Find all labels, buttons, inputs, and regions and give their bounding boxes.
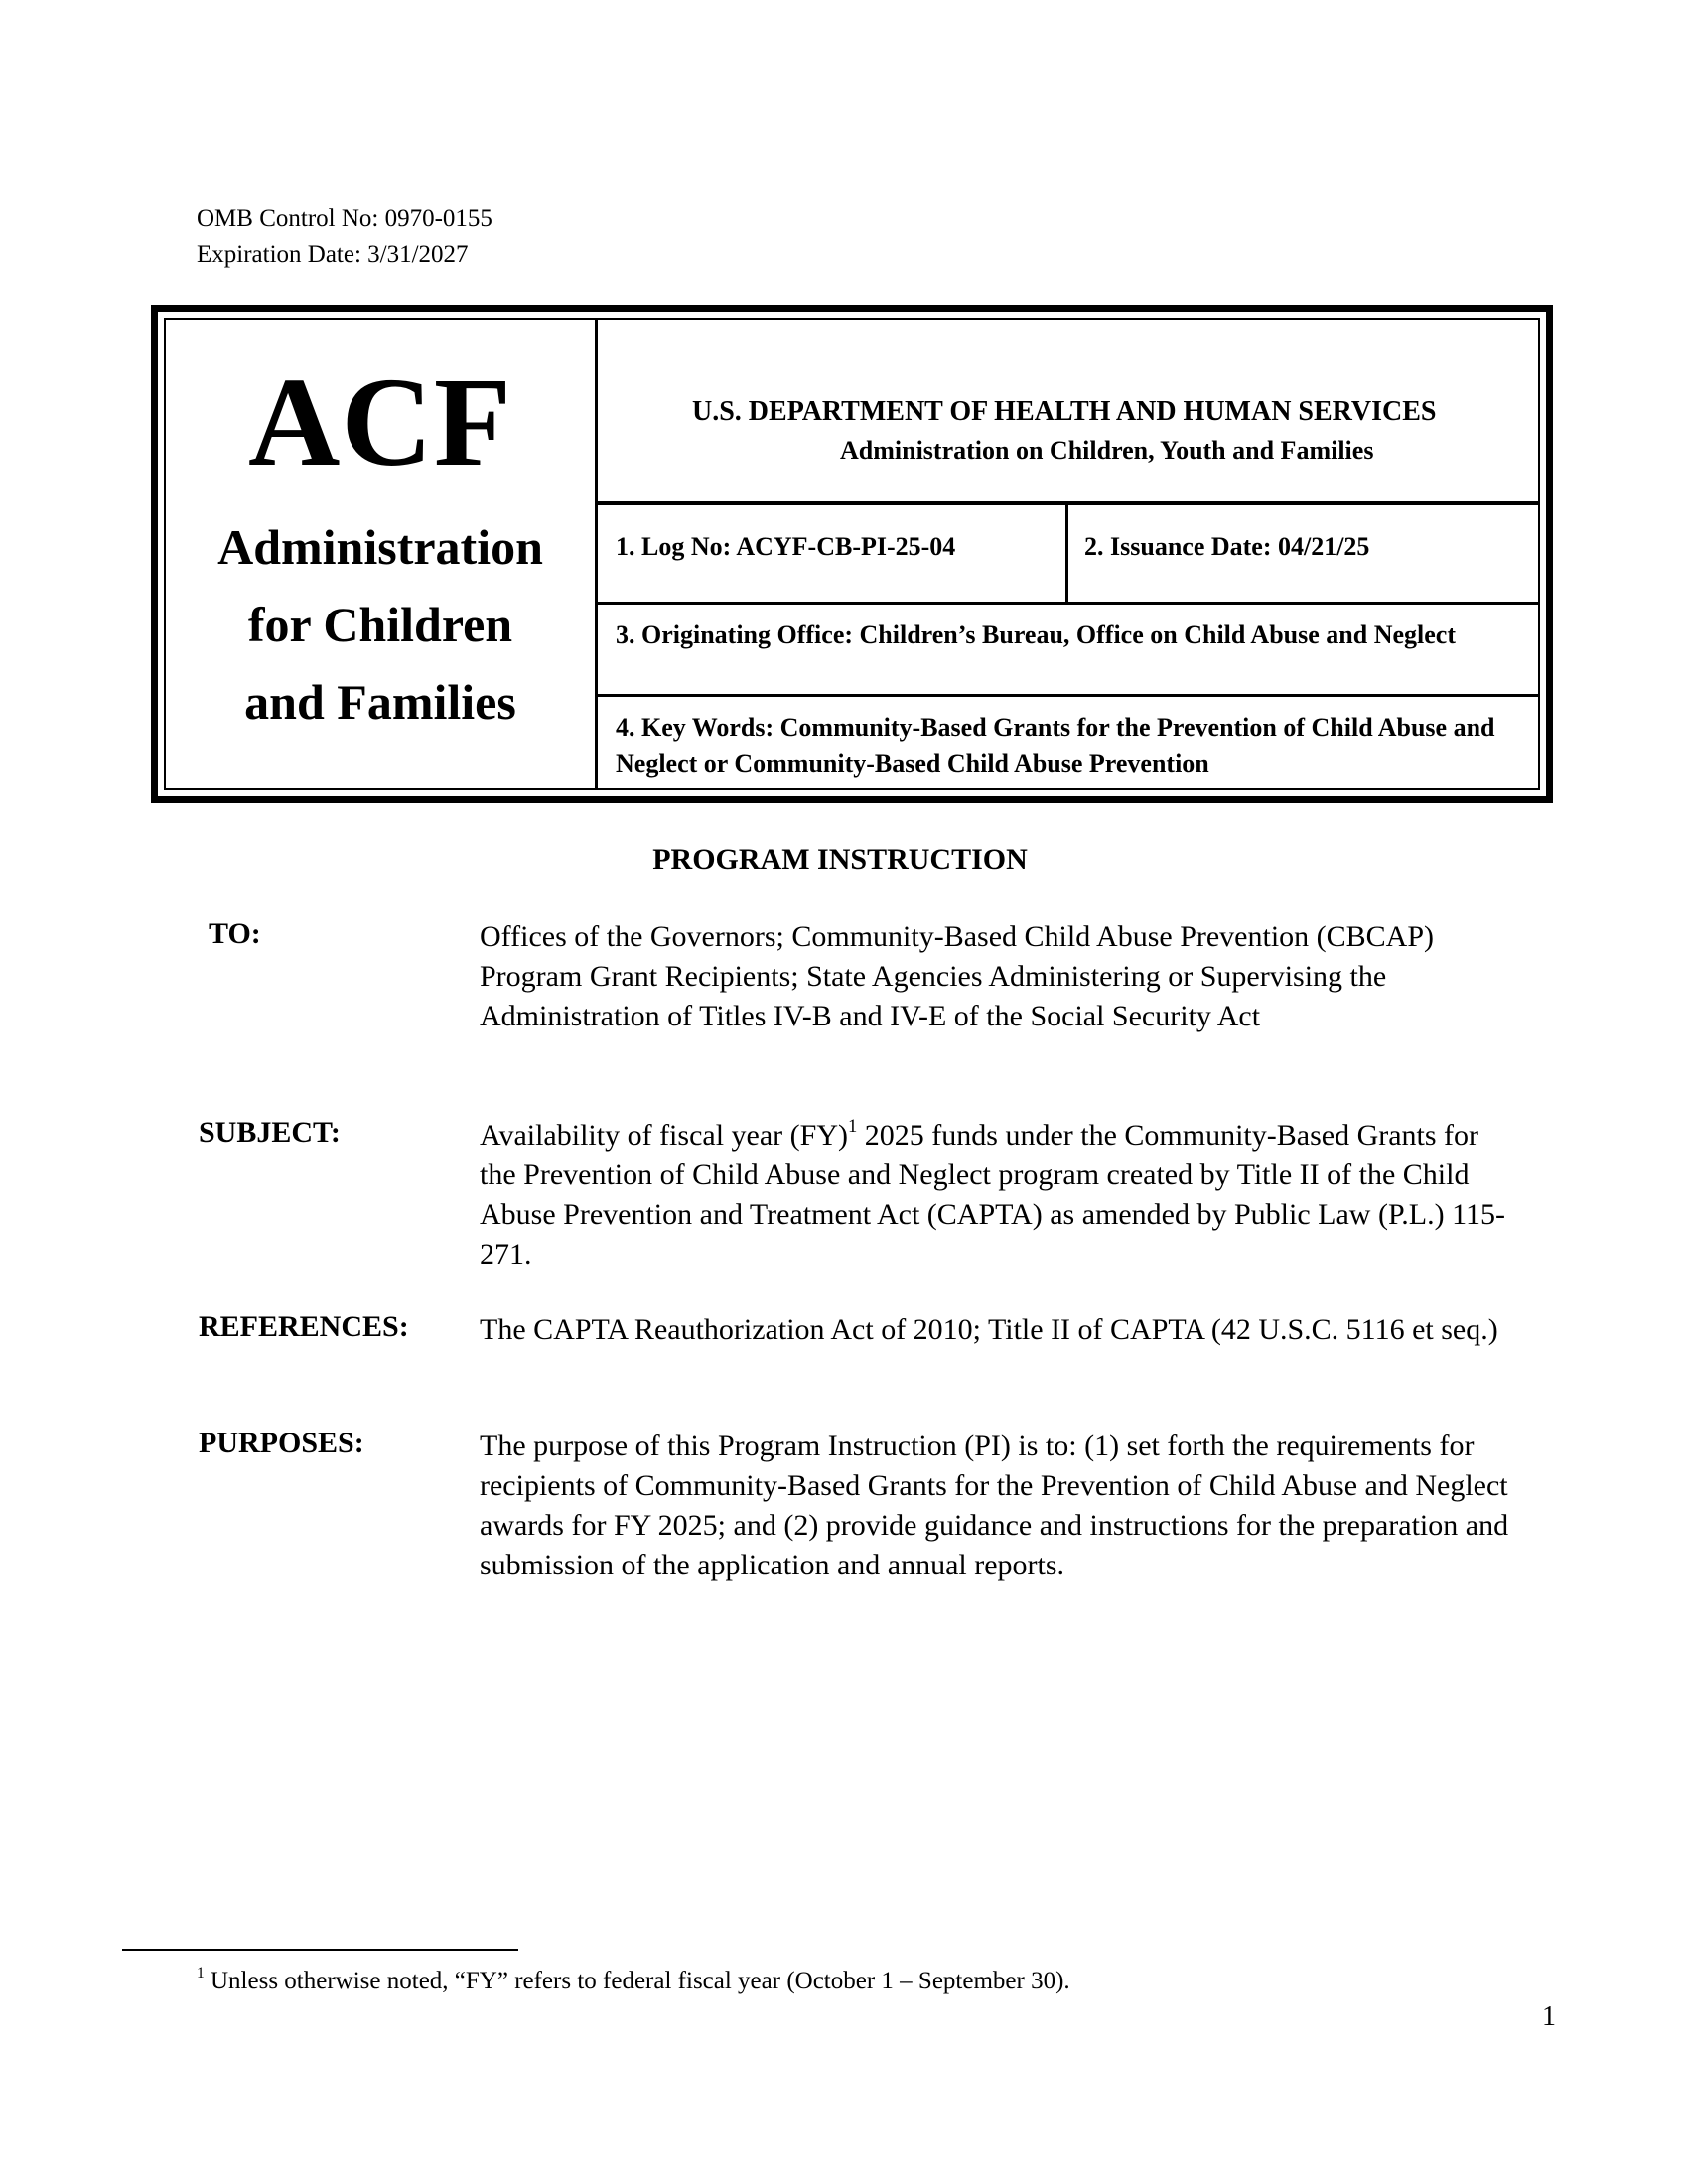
omb-info xyxy=(197,202,492,273)
subject-text-end: 2025 funds under the Community-Based Grants for the Prevention of Child Abuse and Neglect program created by Title II of the Child Abuse Prevention and Treatment Act (CAPTA) as amended by Public Law (P.L.) 115-271. xyxy=(480,1119,1505,1271)
references-text: The CAPTA Reauthorization Act of 2010; Title II of CAPTA (42 U.S.C. 5116 et seq.) xyxy=(480,1313,1498,1346)
acf-name-line-2: for Children xyxy=(247,597,513,652)
footnote-marker: 1 xyxy=(197,1964,205,1981)
page-title xyxy=(0,843,1688,877)
references-label: REFERENCES: xyxy=(199,1310,409,1343)
subject-label: SUBJECT: xyxy=(199,1116,341,1149)
footnote-text: Unless otherwise noted, “FY” refers to federal fiscal year (October 1 – September 30). xyxy=(204,1968,1070,1994)
omb-control-number: OMB Control No: 0970-0155 xyxy=(197,205,492,232)
log-number-cell xyxy=(598,505,1068,602)
subject-text-start: Availability of fiscal year (FY) xyxy=(480,1119,848,1152)
to-text: Offices of the Governors; Community-Based Child Abuse Prevention (CBCAP) Program Grant Recipients; State Agencies Administering or Supervising the Administration of Titles IV-B and IV-E of the Social Security Act xyxy=(480,920,1435,1032)
log-issuance-row xyxy=(598,505,1538,605)
acf-acronym: ACF xyxy=(247,351,513,492)
department-name: U.S. DEPARTMENT OF HEALTH AND HUMAN SERVICES xyxy=(692,396,1437,427)
acf-logo-cell xyxy=(166,320,598,788)
purposes-label: PURPOSES: xyxy=(199,1427,364,1459)
footnote-divider xyxy=(122,1949,518,1951)
to-label: TO: xyxy=(209,917,261,950)
footnote xyxy=(197,1964,1070,1995)
originating-office: 3. Originating Office: Children’s Bureau, Office on Child Abuse and Neglect xyxy=(616,620,1456,649)
header-box xyxy=(151,305,1553,803)
key-words: 4. Key Words: Community-Based Grants for the Prevention of Child Abuse and Neglect or Community-Based Child Abuse Prevention xyxy=(616,713,1495,778)
acf-name-line-1: Administration xyxy=(217,519,543,575)
acf-name-line-3: and Families xyxy=(244,674,516,730)
originating-office-cell xyxy=(598,605,1538,697)
key-words-cell xyxy=(598,697,1538,788)
acf-full-name xyxy=(166,508,595,741)
program-instruction-title: PROGRAM INSTRUCTION xyxy=(652,843,1028,876)
page-number: 1 xyxy=(1542,2001,1556,2032)
log-number: 1. Log No: ACYF-CB-PI-25-04 xyxy=(616,532,956,561)
subject-text xyxy=(480,1116,1522,1275)
administration-name: Administration on Children, Youth and Families xyxy=(840,436,1374,465)
department-cell xyxy=(598,320,1538,505)
expiration-date: Expiration Date: 3/31/2027 xyxy=(197,241,469,268)
issuance-date: 2. Issuance Date: 04/21/25 xyxy=(1084,532,1370,561)
purposes-text: The purpose of this Program Instruction (PI) is to: (1) set forth the requirements for recipients of Community-Based Grants for the Prevention of Child Abuse and Neglect awards for FY 2025; and (2) provide guidance and instructions for the preparation and submission of the application and annual reports. xyxy=(480,1430,1509,1581)
header-inner-frame xyxy=(164,318,1540,790)
footnote-reference[interactable]: 1 xyxy=(848,1116,858,1137)
